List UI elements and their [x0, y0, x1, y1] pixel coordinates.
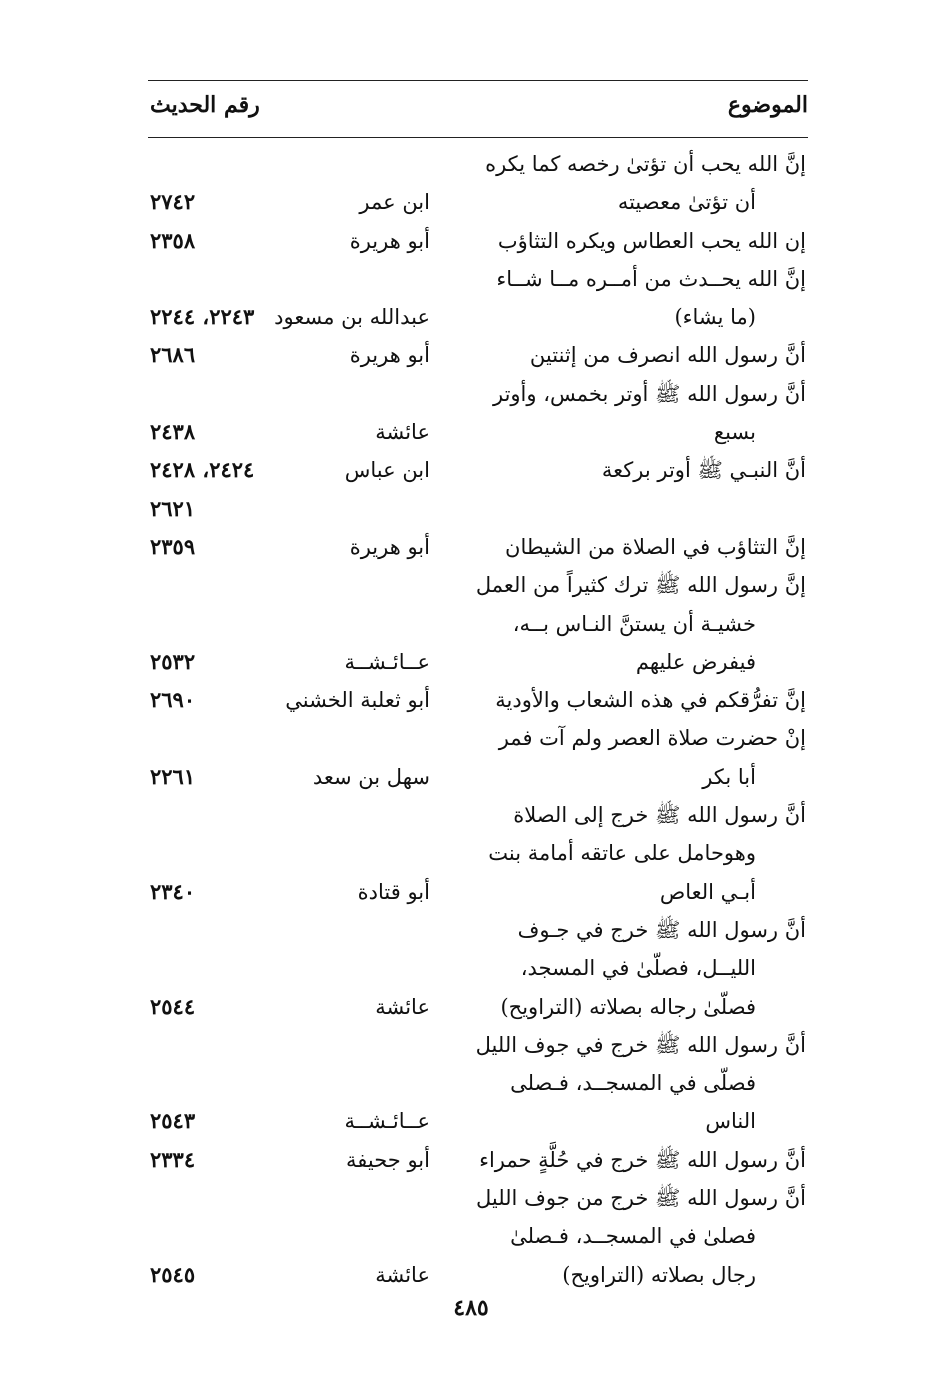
hadith-number: ٢٢٤٣، ٢٢٤٤: [150, 304, 255, 330]
topic-column-header: الموضوع: [727, 92, 808, 118]
topic-text: بسبع: [713, 420, 756, 445]
index-row: [0, 720, 942, 758]
index-row: [0, 261, 942, 299]
narrator-name: أبو هريرة: [349, 228, 430, 253]
index-row: [0, 1027, 942, 1065]
index-row: [0, 835, 942, 873]
topic-text: أنَّ رسول الله ﷺ خرج في جوف الليل: [475, 1032, 806, 1057]
index-row: [0, 1103, 942, 1141]
topic-text: أنَّ النبـي ﷺ أوتر بركعة: [601, 458, 806, 483]
topic-text: الناس: [705, 1109, 756, 1134]
narrator-name: عــائـشــة: [344, 1109, 430, 1134]
narrator-name: عائشة: [375, 1262, 430, 1287]
index-row: [0, 874, 942, 912]
index-rows: [0, 146, 942, 1295]
hadith-number: ٢٤٣٨: [150, 419, 196, 445]
top-rule: [148, 80, 808, 81]
index-row: [0, 414, 942, 452]
topic-text: إنَّ الله يحب أن تؤتىٰ رخصه كما يكره: [485, 152, 806, 176]
topic-text: رجال بصلاته (التراويح): [562, 1262, 756, 1287]
index-row: [0, 912, 942, 950]
index-row: [0, 606, 942, 644]
narrator-name: أبو هريرة: [349, 343, 430, 368]
index-row: [0, 1065, 942, 1103]
topic-text: فصلّىٰ رجاله بصلاته (التراويح): [500, 994, 756, 1019]
hadith-number: ٢٢٦١: [150, 763, 196, 789]
index-row: [0, 146, 942, 184]
narrator-name: عــائـشــة: [344, 649, 430, 674]
hadith-number: ٢٦٢١: [150, 495, 196, 521]
index-row: [0, 491, 942, 529]
topic-text: إنَّ التثاؤب في الصلاة من الشيطان: [505, 534, 806, 559]
index-row: [0, 529, 942, 567]
topic-text: أن تؤتىٰ معصيته: [617, 190, 756, 215]
topic-text: إنَّ الله يحــدث من أمــره مــا شــاء: [496, 266, 806, 291]
index-row: [0, 759, 942, 797]
topic-text: أنَّ رسول الله ﷺ خرج من جوف الليل: [475, 1186, 806, 1211]
index-row: [0, 644, 942, 682]
topic-text: إنْ حضرت صلاة العصر ولم آت فمر: [498, 726, 806, 751]
hadith-number: ٢٣٣٤: [150, 1146, 196, 1172]
index-row: [0, 950, 942, 988]
narrator-name: أبو ثعلبة الخشني: [285, 688, 430, 713]
narrator-name: أبو هريرة: [349, 534, 430, 559]
topic-text: خشيـة أن يستنَّ النـاس بــه،: [512, 611, 756, 636]
topic-text: فصلّى في المسجــد، فـصلى: [510, 1071, 756, 1096]
hadith-number: ٢٣٥٨: [150, 227, 196, 253]
topic-text: أبا بكر: [702, 764, 756, 789]
topic-text: فصلىٰ في المسجــد، فـصلىٰ: [510, 1224, 756, 1249]
hadith-number: ٢٣٤٠: [150, 878, 196, 904]
index-row: [0, 223, 942, 261]
topic-text: أنَّ رسول الله ﷺ خرج في حُلَّةٍ حمراء: [479, 1147, 806, 1172]
index-row: [0, 989, 942, 1027]
index-row: [0, 682, 942, 720]
hadith-number: ٢٥٤٤: [150, 993, 196, 1019]
narrator-name: عبدالله بن مسعود: [274, 305, 430, 330]
hadith-number: ٢٦٨٦: [150, 342, 196, 368]
index-row: [0, 299, 942, 337]
index-row: [0, 1218, 942, 1256]
topic-text: إنَّ تفرُّقكم في هذه الشعاب والأودية: [495, 688, 806, 713]
narrator-name: أبو جحيفة: [346, 1147, 430, 1172]
topic-text: الليــل، فصلّىٰ في المسجد،: [520, 956, 756, 981]
index-row: [0, 1257, 942, 1295]
topic-text: أبـي العاص: [659, 879, 756, 904]
topic-text: فيفرض عليهم: [635, 649, 756, 674]
hadith-number-column-header: رقم الحديث: [150, 92, 260, 118]
hadith-number: ٢٤٢٤، ٢٤٢٨: [150, 457, 255, 483]
hadith-number: ٢٥٤٥: [150, 1261, 196, 1287]
narrator-name: ابن عباس: [344, 458, 430, 483]
header-rule: [148, 137, 808, 138]
topic-text: وهوحامل على عاتقه أمامة بنت: [488, 841, 756, 866]
topic-text: أنَّ رسول الله ﷺ أوتر بخمس، وأوتر: [492, 381, 806, 406]
index-row: [0, 567, 942, 605]
narrator-name: أبو قتادة: [357, 879, 430, 904]
index-row: [0, 1142, 942, 1180]
index-row: [0, 1180, 942, 1218]
index-row: [0, 797, 942, 835]
narrator-name: عائشة: [375, 420, 430, 445]
index-row: [0, 452, 942, 490]
page-number: ٤٨٥: [453, 1295, 489, 1321]
narrator-name: سهل بن سعد: [312, 764, 430, 789]
topic-text: أنَّ رسول الله ﷺ خرج إلى الصلاة: [513, 803, 806, 828]
index-row: [0, 376, 942, 414]
hadith-number: ٢٥٣٢: [150, 648, 196, 674]
hadith-number: ٢٧٤٢: [150, 189, 196, 215]
topic-text: إن الله يحب العطاس ويكره التثاؤب: [497, 228, 806, 253]
narrator-name: ابن عمر: [359, 190, 430, 215]
index-row: [0, 184, 942, 222]
hadith-number: ٢٦٩٠: [150, 687, 196, 713]
narrator-name: عائشة: [375, 994, 430, 1019]
topic-text: أنَّ رسول الله انصرف من إثنتين: [529, 343, 806, 368]
hadith-number: ٢٣٥٩: [150, 533, 196, 559]
topic-text: إنَّ رسول الله ﷺ ترك كثيراً من العمل: [475, 573, 806, 598]
index-row: [0, 337, 942, 375]
topic-text: أنَّ رسول الله ﷺ خرج في جـوف: [517, 917, 806, 942]
hadith-number: ٢٥٤٣: [150, 1108, 196, 1134]
topic-text: (ما يشاء): [674, 305, 756, 330]
